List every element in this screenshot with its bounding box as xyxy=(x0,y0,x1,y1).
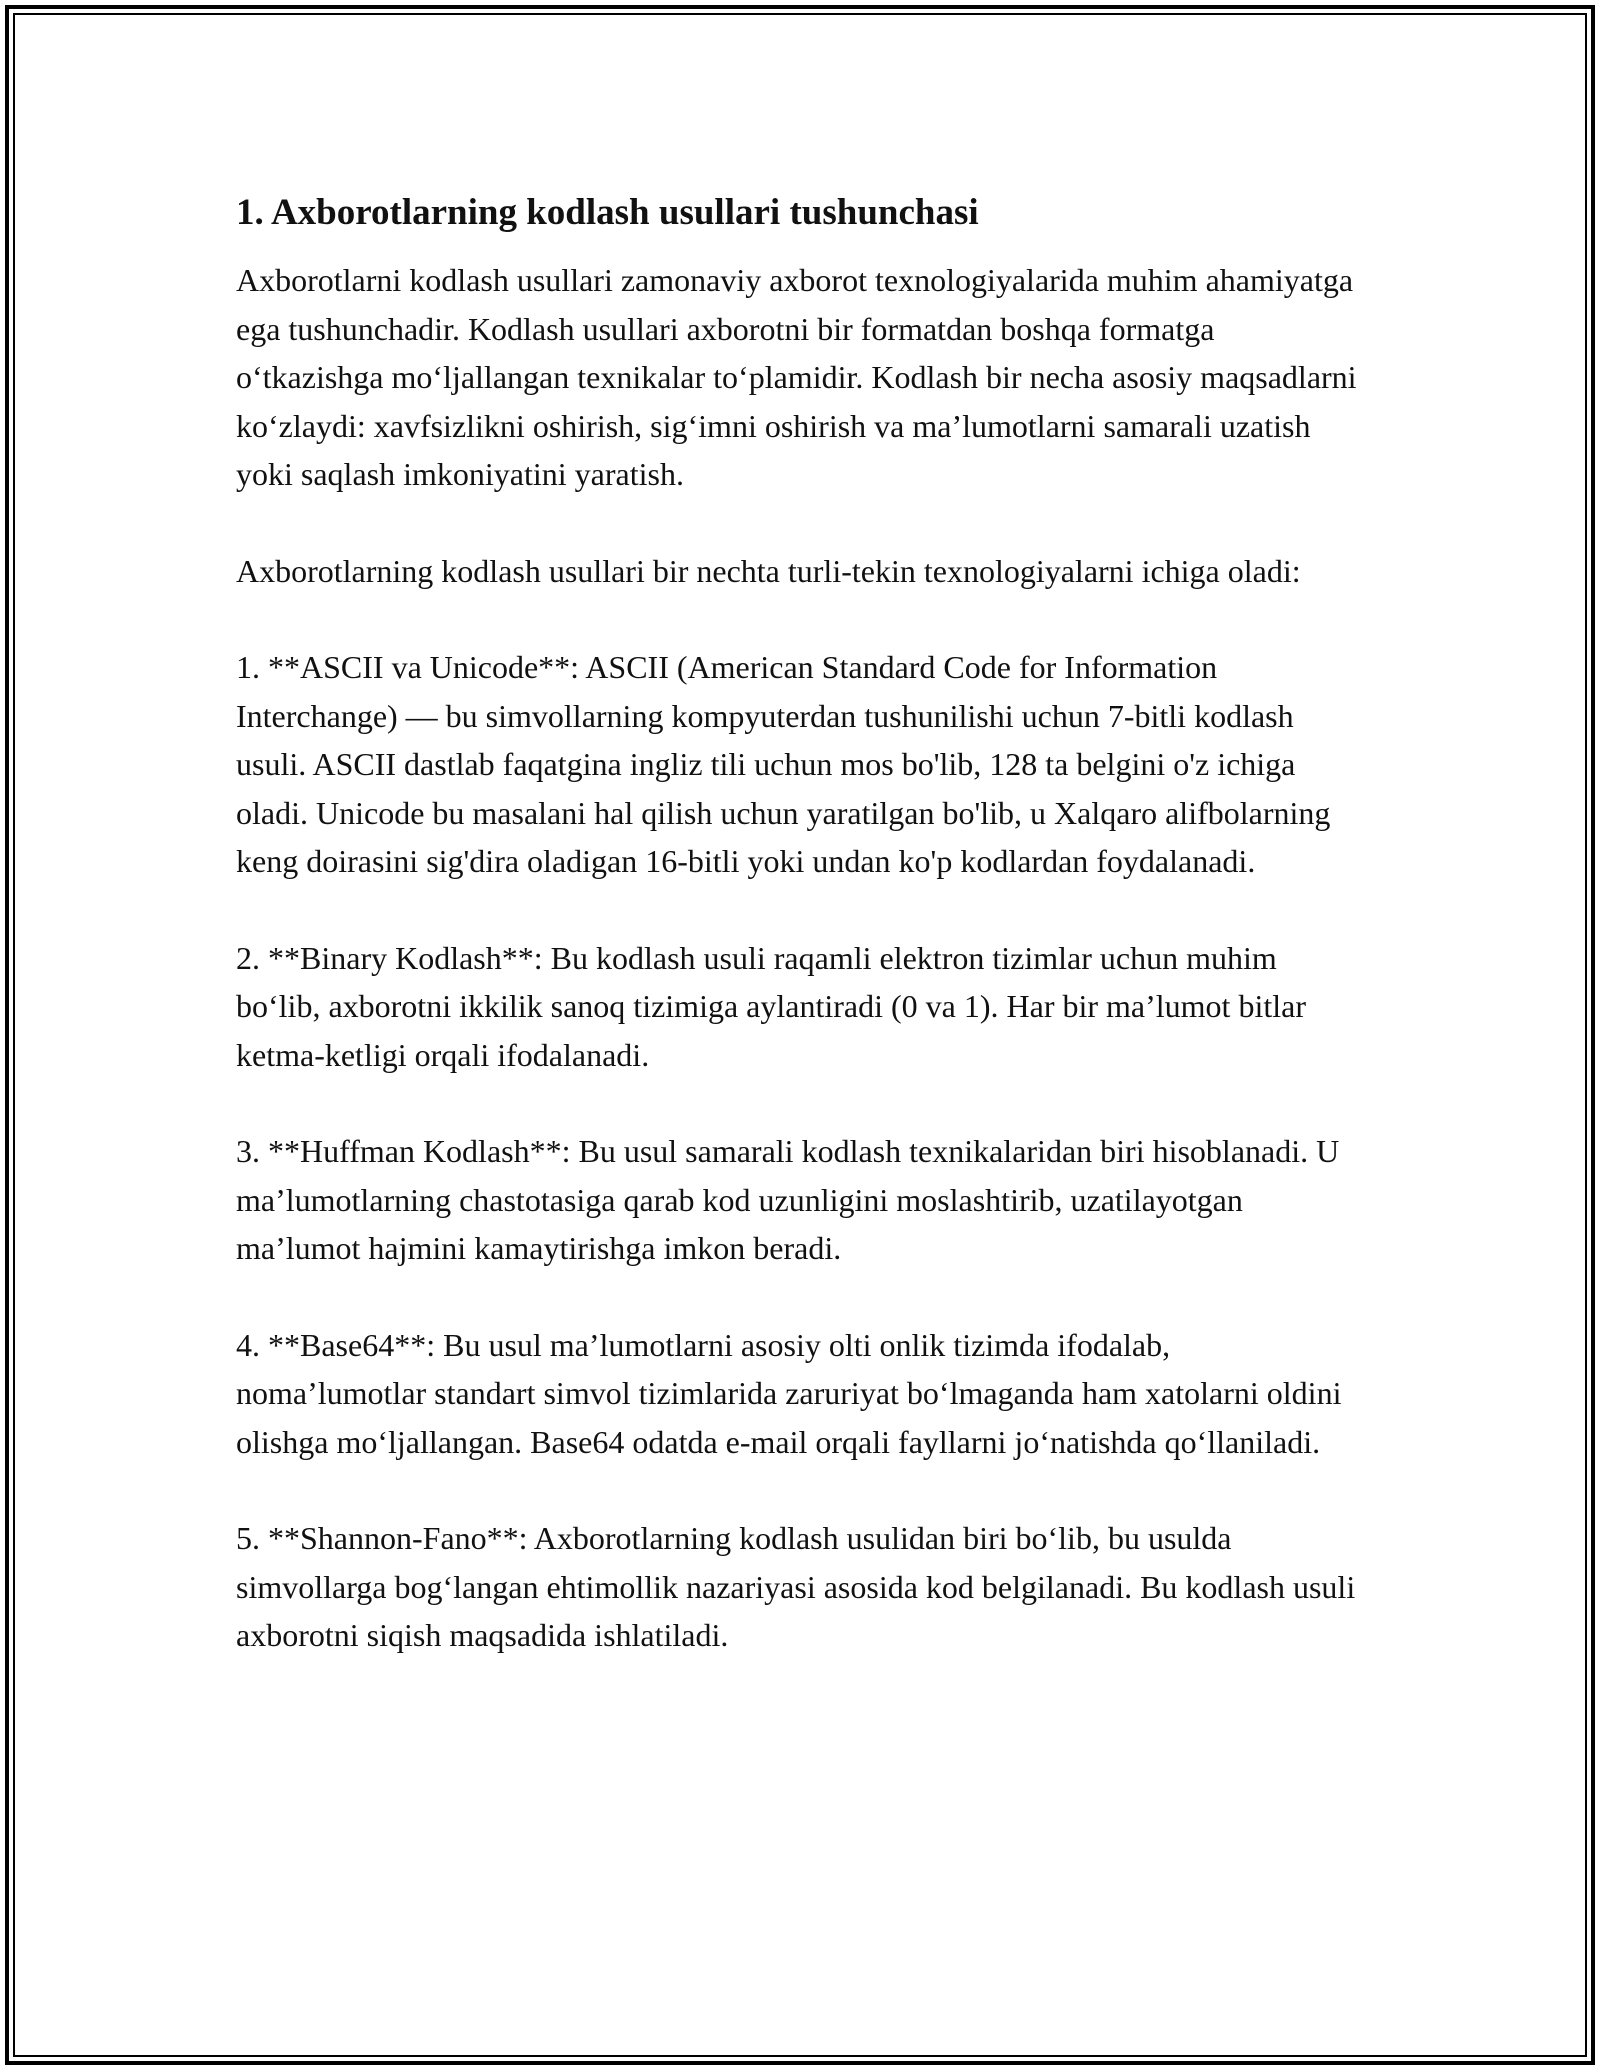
list-item-ascii-unicode: 1. **ASCII va Unicode**: ASCII (American Standard Code for Information Interchange) — bu simvollarning kompyuterdan tushunilishi uchun 7-bitli kodlash usuli. ASCII dastlab faqatgina ingliz tili uchun mos bo'lib, 128 ta belgini o'z ichiga oladi. Unicode bu masalani hal qilish uchun yaratilgan bo'lib, u Xalqaro alifbolarning keng doirasini sig'dira oladigan 16-bitli yoki undan ko'p kodlardan foydalanadi. xyxy=(236,649,1331,879)
list-item-shannon-fano: 5. **Shannon-Fano**: Axborotlarning kodlash usulidan biri bo‘lib, bu usulda simvollarga bog‘langan ehtimollik nazariyasi asosida kod belgilanadi. Bu kodlash usuli axborotni siqish maqsadida ishlatiladi. xyxy=(236,1520,1356,1653)
intro-paragraph: Axborotlarni kodlash usullari zamonaviy axborot texnologiyalarida muhim ahamiyatga ega tushunchadir. Kodlash usullari axborotni bir formatdan boshqa formatga o‘tkazishga mo‘ljallangan texnikalar to‘plamidir. Kodlash bir necha asosiy maqsadlarni ko‘zlaydi: xavfsizlikni oshirish, sig‘imni oshirish va ma’lumotlarni samarali uzatish yoki saqlash imkoniyatini yaratish. xyxy=(236,262,1357,492)
document-body xyxy=(236,186,1366,1708)
section-heading: 1. Axborotlarning kodlash usullari tushunchasi xyxy=(236,192,979,233)
list-item-huffman: 3. **Huffman Kodlash**: Bu usul samarali kodlash texnikalaridan biri hisoblanadi. U ma’lumotlarning chastotasiga qarab kod uzunligini moslashtirib, uzatilayotgan ma’lumot hajmini kamaytirishga imkon beradi. xyxy=(236,1133,1340,1266)
list-item-base64: 4. **Base64**: Bu usul ma’lumotlarni asosiy olti onlik tizimda ifodalab, noma’lumotlar standart simvol tizimlarida zaruriyat bo‘lmaganda ham xatolarni oldini olishga mo‘ljallangan. Base64 odatda e-mail orqali fayllarni jo‘natishda qo‘llaniladi. xyxy=(236,1326,1342,1460)
list-item-binary: 2. **Binary Kodlash**: Bu kodlash usuli raqamli elektron tizimlar uchun muhim bo‘lib, axborotni ikkilik sanoq tizimiga aylantiradi (0 va 1). Har bir ma’lumot bitlar ketma-ketligi orqali ifodalanadi. xyxy=(236,939,1306,1073)
overview-paragraph: Axborotlarning kodlash usullari bir nechta turli-tekin texnologiyalarni ichiga oladi: xyxy=(236,552,1301,589)
